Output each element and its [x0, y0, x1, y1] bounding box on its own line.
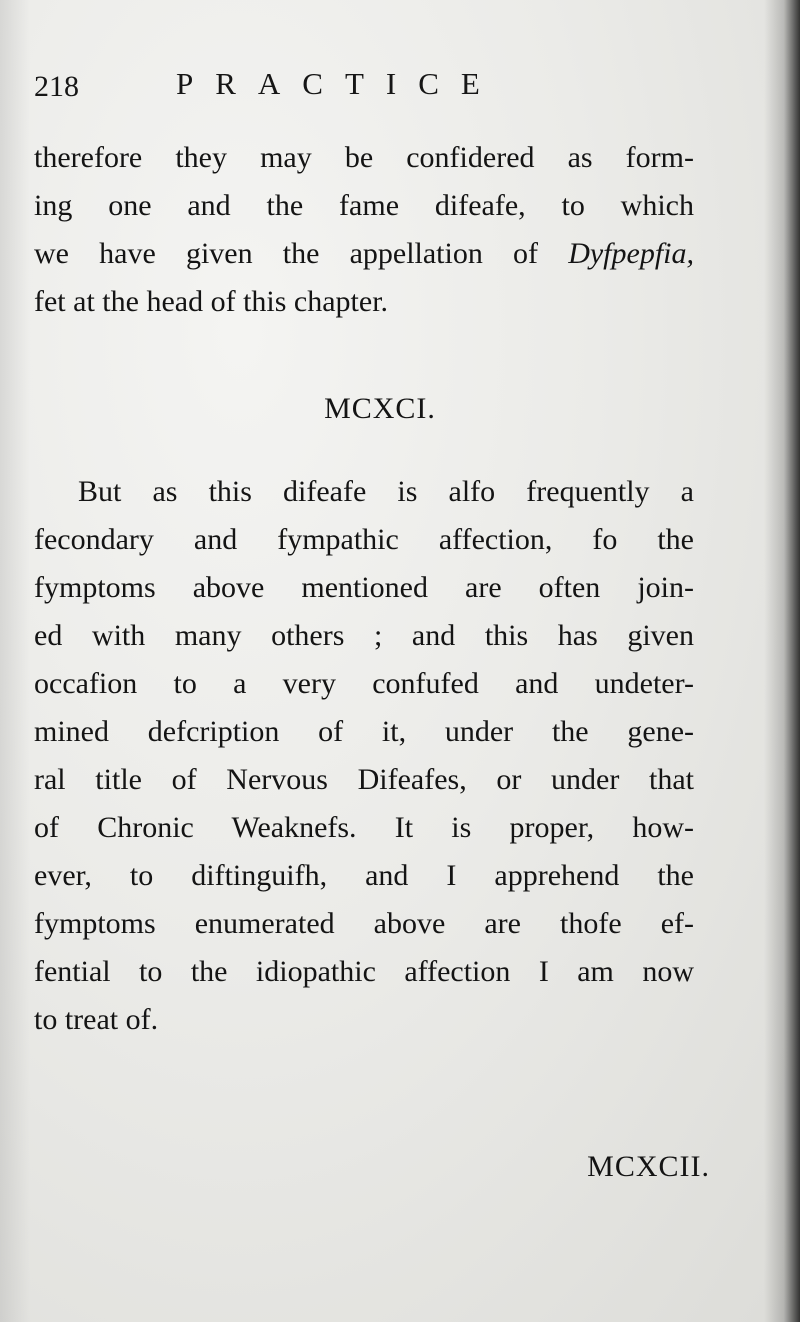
text-line: fecondary and fympathic affection, fo the — [34, 523, 694, 556]
catchword: MCXCII. — [587, 1150, 710, 1183]
text-line: ever, to diftinguifh, and I apprehend the — [34, 859, 694, 892]
text-line: fymptoms enumerated above are thofe ef- — [34, 907, 694, 940]
text-line: occafion to a very confufed and undeter- — [34, 667, 694, 700]
text-line — [34, 234, 694, 274]
text-line: ral title of Nervous Difeafes, or under that — [34, 763, 694, 796]
text-span: we have given the appellation of — [34, 237, 569, 270]
text-line: But as this difeafe is alfo frequently a — [78, 475, 694, 508]
spine-shadow — [764, 0, 800, 1322]
running-title: PRACTICE — [176, 66, 502, 101]
italic-term: Dyfpepfia, — [568, 237, 694, 270]
page-edge-shade — [0, 0, 30, 1322]
text-line: mined defcription of it, under the gene- — [34, 715, 694, 748]
section-number: MCXCI. — [324, 392, 436, 425]
text-line: of Chronic Weaknefs. It is proper, how- — [34, 811, 694, 844]
text-line: ing one and the fame difeafe, to which — [34, 189, 694, 222]
page-number: 218 — [34, 70, 79, 103]
text-line: therefore they may be confidered as form- — [34, 141, 694, 174]
text-line: fet at the head of this chapter. — [34, 285, 389, 318]
text-line: fymptoms above mentioned are often join- — [34, 571, 694, 604]
text-line: to treat of. — [34, 1003, 159, 1036]
text-line: fential to the idiopathic affection I am now — [34, 955, 694, 988]
text-line: ed with many others ; and this has given — [34, 619, 694, 652]
